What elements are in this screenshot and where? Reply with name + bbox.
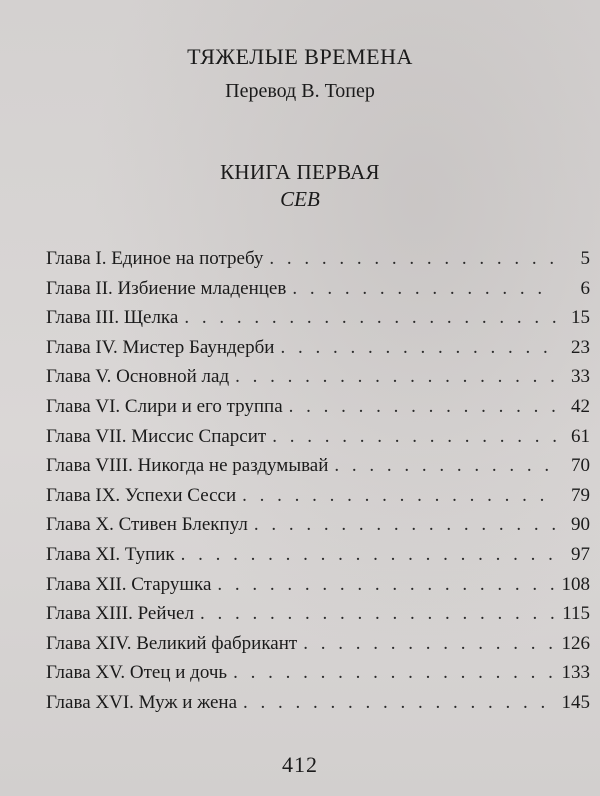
toc-entry-page: 42	[571, 395, 590, 417]
toc-entry-page: 61	[571, 425, 590, 447]
book-heading: КНИГА ПЕРВАЯ	[220, 160, 380, 184]
toc-entry-title: Глава V. Основной лад	[46, 366, 230, 388]
toc-entry-title: Глава X. Стивен Блекпул	[46, 514, 248, 536]
toc-entry-page: 5	[580, 248, 590, 269]
toc-entry	[46, 574, 590, 604]
toc-leader-dots	[242, 485, 556, 507]
toc-entry-title: Глава XV. Отец и дочь	[46, 662, 228, 684]
toc-entry-page: 145	[561, 691, 590, 713]
toc-leader-dots	[235, 366, 556, 388]
toc-entry	[46, 633, 590, 663]
toc-entry-title: Глава XI. Тупик	[46, 543, 175, 565]
toc-entry-page: 115	[562, 603, 590, 625]
toc-entry	[46, 426, 590, 456]
toc-entry-title: Глава VII. Миссис Спарсит	[46, 425, 267, 447]
work-title: ТЯЖЕЛЫЕ ВРЕМЕНА	[187, 44, 413, 69]
toc-leader-dots	[289, 396, 556, 418]
toc-entry	[46, 337, 590, 367]
toc-entry	[46, 514, 590, 544]
toc-entry	[46, 278, 590, 308]
toc-entry-title: Глава IX. Успехи Сесси	[46, 484, 237, 506]
toc-entry	[46, 692, 590, 722]
toc-entry-page: 70	[571, 455, 590, 477]
toc-leader-dots	[243, 692, 556, 714]
toc-entry-title: Глава XII. Старушка	[46, 573, 212, 595]
toc-leader-dots	[254, 514, 556, 536]
page-number: 412	[282, 752, 318, 777]
toc-entry-title: Глава III. Щелка	[46, 307, 179, 329]
toc-entry-title: Глава VI. Слири и его труппа	[46, 395, 283, 417]
toc-leader-dots	[233, 662, 556, 684]
toc-leader-dots	[280, 337, 556, 359]
toc-leader-dots	[334, 455, 556, 477]
toc-entry-title: Глава XVI. Муж и жена	[46, 691, 238, 713]
toc-leader-dots	[292, 278, 556, 300]
toc-entry	[46, 662, 590, 692]
toc-leader-dots	[269, 248, 556, 270]
toc-entry-title: Глава II. Избиение младенцев	[46, 277, 287, 299]
toc-leader-dots	[200, 603, 556, 625]
toc-entry-page: 97	[571, 543, 590, 565]
toc-leader-dots	[184, 307, 556, 329]
toc-entry-page: 23	[571, 336, 590, 358]
toc-leader-dots	[217, 574, 556, 596]
toc-entry	[46, 396, 590, 426]
translator-credit: Перевод В. Топер	[225, 80, 375, 102]
toc-leader-dots	[272, 426, 556, 448]
toc-entry-title: Глава XIII. Рейчел	[46, 603, 194, 625]
toc-entry	[46, 366, 590, 396]
toc-entry	[46, 603, 590, 633]
toc-entry	[46, 455, 590, 485]
toc-entry-title: Глава IV. Мистер Баундерби	[46, 336, 275, 358]
book-subtitle: СЕВ	[280, 187, 320, 211]
toc-entry-title: Глава I. Единое на потребу	[46, 248, 264, 269]
toc-entry	[46, 248, 590, 278]
toc-entry-page: 15	[571, 307, 590, 329]
toc-entry-page: 90	[571, 514, 590, 536]
toc-entry	[46, 485, 590, 515]
toc-entry-page: 126	[561, 632, 590, 654]
toc-entry-title: Глава VIII. Никогда не раздумывай	[46, 455, 329, 477]
toc-entry-title: Глава XIV. Великий фабрикант	[46, 632, 298, 654]
toc-entry-page: 33	[571, 366, 590, 388]
toc-entry-page: 79	[571, 484, 590, 506]
table-of-contents	[46, 248, 590, 722]
toc-entry	[46, 307, 590, 337]
toc-leader-dots	[303, 633, 556, 655]
toc-entry-page: 6	[580, 277, 590, 299]
toc-entry-page: 133	[561, 662, 590, 684]
toc-entry-page: 108	[561, 573, 590, 595]
toc-leader-dots	[181, 544, 556, 566]
toc-entry	[46, 544, 590, 574]
